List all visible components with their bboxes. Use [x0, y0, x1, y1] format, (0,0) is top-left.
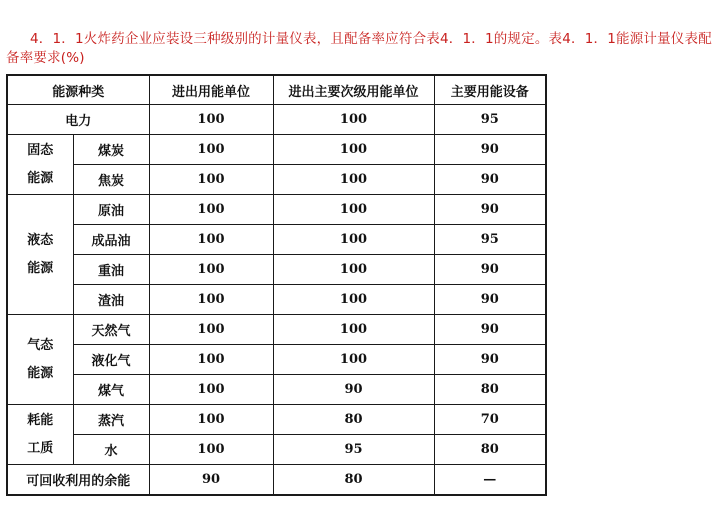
cell-value: 100 — [273, 165, 434, 195]
cell-value: 90 — [434, 315, 546, 345]
cell-value: 100 — [273, 315, 434, 345]
table-row — [7, 165, 546, 195]
cell-value: 100 — [273, 105, 434, 135]
group-label-line: 液态 — [27, 232, 54, 248]
row-label: 煤炭 — [73, 135, 149, 165]
group-label-line: 能源 — [27, 260, 54, 276]
group-label-line: 固态 — [27, 142, 54, 158]
intro-paragraph: 4．1．1火炸药企业应装设三种级别的计量仪表，且配备率应符合表4．1．1的规定。表4．1．1能源计量仪表配备率要求(%) — [6, 31, 712, 66]
cell-value: 100 — [149, 435, 273, 465]
cell-value: 80 — [434, 435, 546, 465]
row-label: 成品油 — [73, 225, 149, 255]
group-label-working-medium — [7, 405, 73, 465]
table-row — [7, 315, 546, 345]
row-label: 重油 — [73, 255, 149, 285]
cell-value: — — [434, 465, 546, 496]
cell-value: 70 — [434, 405, 546, 435]
table-row — [7, 195, 546, 225]
cell-value: 90 — [434, 195, 546, 225]
cell-value: 90 — [434, 165, 546, 195]
cell-value: 100 — [149, 315, 273, 345]
table-row — [7, 465, 546, 496]
header-secondary-unit: 进出主要次级用能单位 — [273, 75, 434, 105]
cell-value: 100 — [149, 165, 273, 195]
cell-value: 80 — [273, 465, 434, 496]
cell-value: 95 — [273, 435, 434, 465]
cell-value: 100 — [149, 255, 273, 285]
table-row — [7, 285, 546, 315]
row-label: 煤气 — [73, 375, 149, 405]
cell-value: 100 — [273, 345, 434, 375]
cell-value: 90 — [273, 375, 434, 405]
cell-value: 100 — [273, 195, 434, 225]
row-label: 天然气 — [73, 315, 149, 345]
table-row — [7, 255, 546, 285]
group-label-liquid — [7, 195, 73, 315]
row-label: 蒸汽 — [73, 405, 149, 435]
cell-value: 100 — [149, 225, 273, 255]
cell-value: 100 — [149, 285, 273, 315]
row-label: 液化气 — [73, 345, 149, 375]
cell-value: 90 — [434, 135, 546, 165]
table-row — [7, 375, 546, 405]
cell-value: 95 — [434, 105, 546, 135]
group-label-line: 气态 — [27, 337, 54, 353]
cell-value: 100 — [273, 135, 434, 165]
row-label: 渣油 — [73, 285, 149, 315]
row-label: 原油 — [73, 195, 149, 225]
cell-value: 80 — [273, 405, 434, 435]
table-row — [7, 105, 546, 135]
group-label-line: 工质 — [27, 440, 54, 456]
row-label: 电力 — [7, 105, 149, 135]
table-row — [7, 345, 546, 375]
cell-value: 90 — [434, 285, 546, 315]
cell-value: 100 — [273, 255, 434, 285]
table-header-row — [7, 75, 546, 105]
cell-value: 100 — [273, 285, 434, 315]
header-unit-in-out: 进出用能单位 — [149, 75, 273, 105]
cell-value: 100 — [149, 345, 273, 375]
cell-value: 90 — [434, 255, 546, 285]
cell-value: 100 — [149, 405, 273, 435]
group-label-line: 能源 — [27, 170, 54, 186]
header-energy-type: 能源种类 — [7, 75, 149, 105]
cell-value: 100 — [149, 135, 273, 165]
cell-value: 100 — [149, 195, 273, 225]
table-row — [7, 435, 546, 465]
row-label: 可回收利用的余能 — [7, 465, 149, 496]
group-label-line: 能源 — [27, 365, 54, 381]
header-main-equipment: 主要用能设备 — [434, 75, 546, 105]
cell-value: 100 — [149, 105, 273, 135]
group-label-gas — [7, 315, 73, 405]
table-row — [7, 135, 546, 165]
group-label-line: 耗能 — [27, 412, 54, 428]
group-label-solid — [7, 135, 73, 195]
cell-value: 90 — [149, 465, 273, 496]
row-label: 焦炭 — [73, 165, 149, 195]
table-row — [7, 225, 546, 255]
cell-value: 95 — [434, 225, 546, 255]
cell-value: 100 — [149, 375, 273, 405]
row-label: 水 — [73, 435, 149, 465]
cell-value: 100 — [273, 225, 434, 255]
cell-value: 80 — [434, 375, 546, 405]
energy-meter-table — [6, 74, 547, 496]
cell-value: 90 — [434, 345, 546, 375]
table-row — [7, 405, 546, 435]
